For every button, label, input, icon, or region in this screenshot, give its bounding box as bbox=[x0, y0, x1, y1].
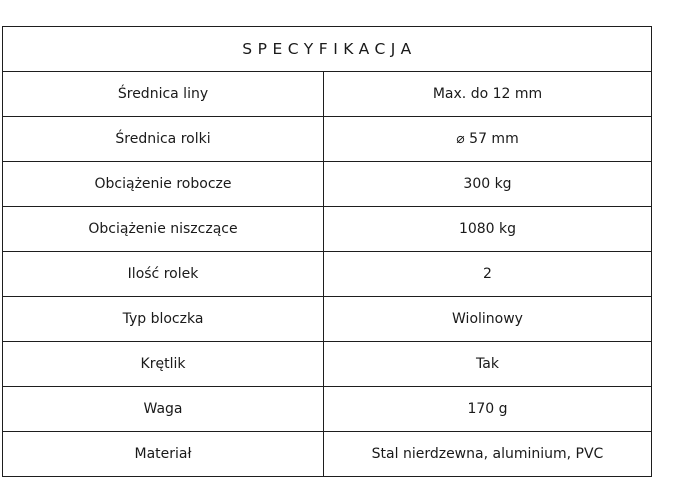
table-header-row bbox=[3, 27, 652, 72]
row-value: Tak bbox=[324, 342, 652, 387]
row-label: Waga bbox=[3, 387, 324, 432]
row-value: Wiolinowy bbox=[324, 297, 652, 342]
table-row bbox=[3, 162, 652, 207]
table-row bbox=[3, 432, 652, 477]
row-label: Ilość rolek bbox=[3, 252, 324, 297]
row-label: Średnica rolki bbox=[3, 117, 324, 162]
row-value: 1080 kg bbox=[324, 207, 652, 252]
row-label: Materiał bbox=[3, 432, 324, 477]
specification-table bbox=[2, 26, 652, 477]
table-row bbox=[3, 342, 652, 387]
row-label: Krętlik bbox=[3, 342, 324, 387]
row-value: Max. do 12 mm bbox=[324, 72, 652, 117]
row-value: 2 bbox=[324, 252, 652, 297]
row-label: Obciążenie robocze bbox=[3, 162, 324, 207]
table-row bbox=[3, 117, 652, 162]
table-row bbox=[3, 207, 652, 252]
row-label: Średnica liny bbox=[3, 72, 324, 117]
row-label: Typ bloczka bbox=[3, 297, 324, 342]
table-row bbox=[3, 72, 652, 117]
row-label: Obciążenie niszczące bbox=[3, 207, 324, 252]
table-row bbox=[3, 387, 652, 432]
row-value: Stal nierdzewna, aluminium, PVC bbox=[324, 432, 652, 477]
row-value: 170 g bbox=[324, 387, 652, 432]
table-title: SPECYFIKACJA bbox=[3, 27, 652, 72]
table-row bbox=[3, 252, 652, 297]
row-value: ⌀ 57 mm bbox=[324, 117, 652, 162]
row-value: 300 kg bbox=[324, 162, 652, 207]
table-row bbox=[3, 297, 652, 342]
